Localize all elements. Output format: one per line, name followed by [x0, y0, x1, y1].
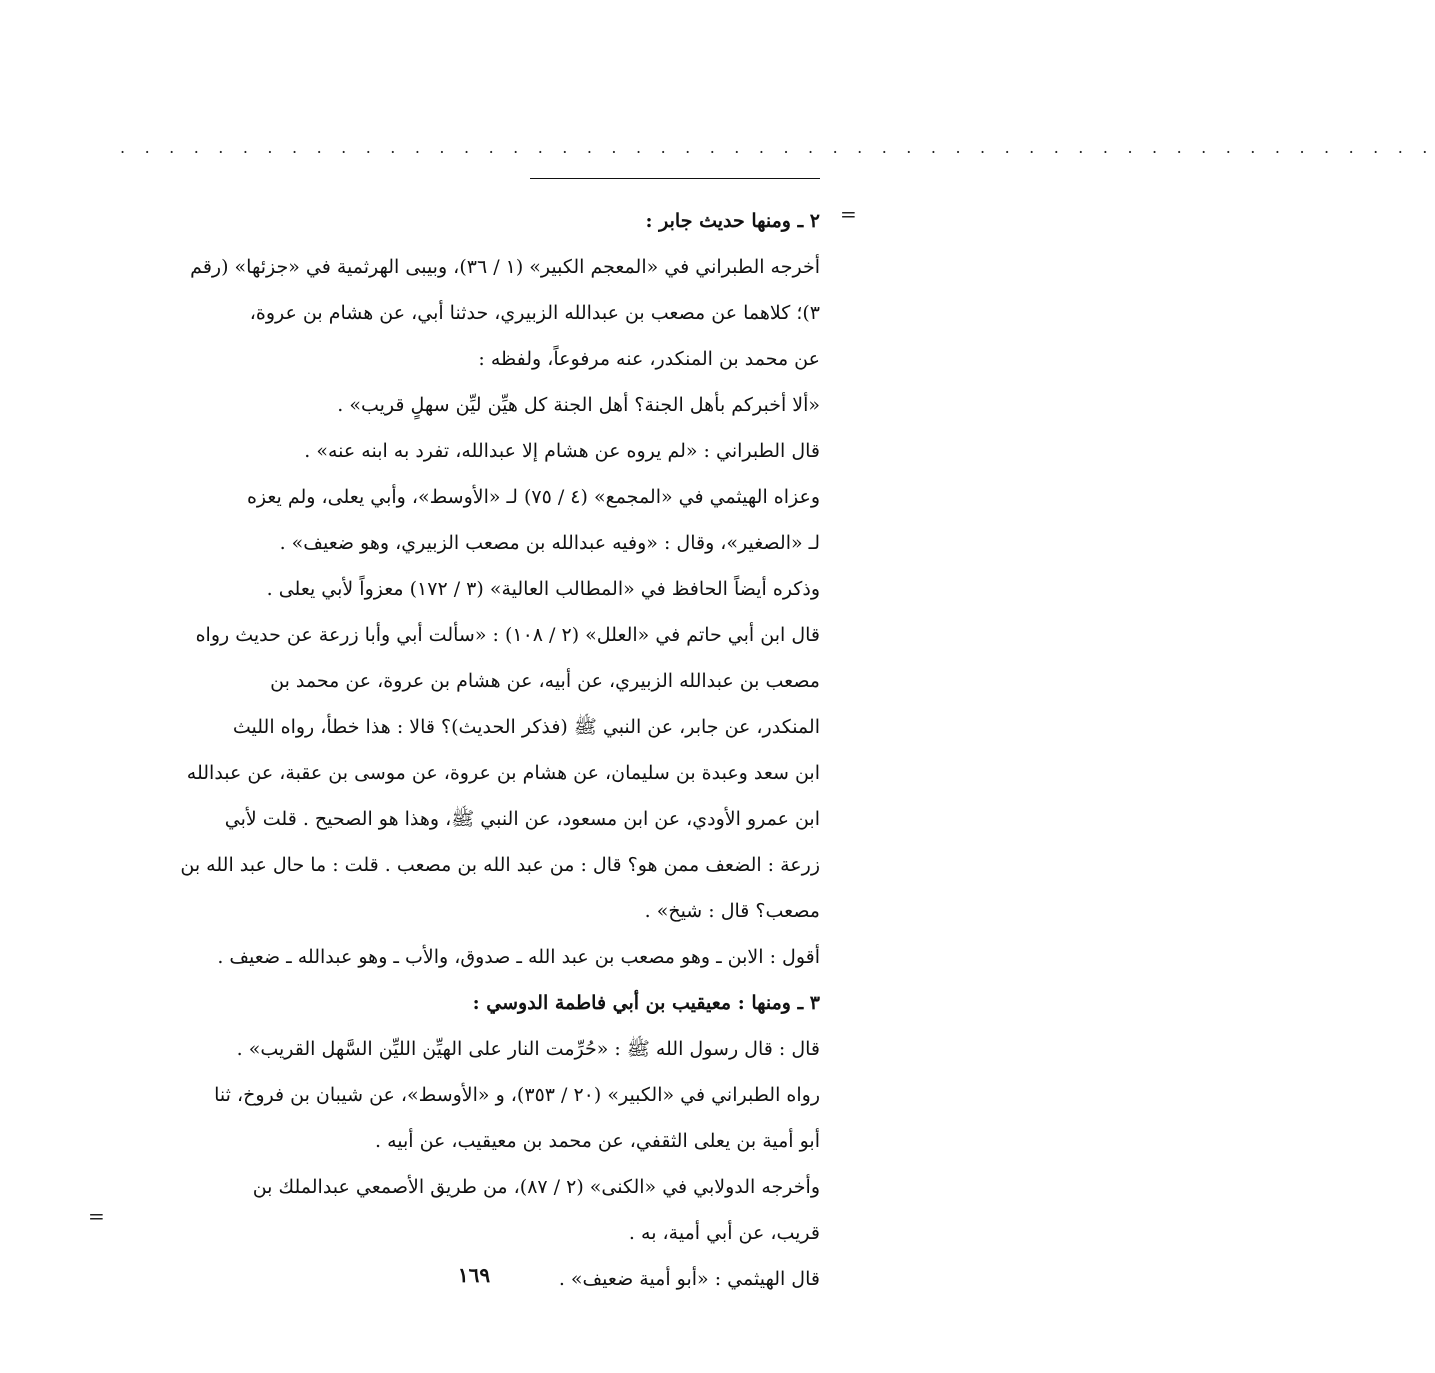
text-line: المنكدر، عن جابر، عن النبي ﷺ (فذكر الحديث)؟ قالا : هذا خطأ، رواه الليث: [232, 716, 820, 738]
text-line: زرعة : الضعف ممن هو؟ قال : من عبد الله بن مصعب . قلت : ما حال عبد الله بن: [180, 854, 820, 876]
text-line: مصعب؟ قال : شيخ» .: [644, 900, 820, 922]
text-line: قال الهيثمي : «أبو أمية ضعيف» .: [558, 1268, 820, 1290]
text-line: أقول : الابن ـ وهو مصعب بن عبد الله ـ صدوق، والأب ـ وهو عبدالله ـ ضعيف .: [217, 946, 820, 968]
page-number: ١٦٩: [457, 1263, 491, 1287]
text-line: مصعب بن عبدالله الزبيري، عن أبيه، عن هشام بن عروة، عن محمد بن: [270, 670, 820, 692]
margin-mark-bottom: =: [88, 1204, 105, 1228]
text-line: رواه الطبراني في «الكبير» (٢٠ / ٣٥٣)، و «الأوسط»، عن شيبان بن فروخ، ثنا: [214, 1084, 820, 1106]
section-divider: [530, 178, 820, 179]
margin-mark-top: =: [840, 202, 857, 226]
text-line: أخرجه الطبراني في «المعجم الكبير» (١ / ٣٦)، وبيبى الهرثمية في «جزئها» (رقم: [190, 256, 820, 278]
text-line: قال الطبراني : «لم يروه عن هشام إلا عبدالله، تفرد به ابنه عنه» .: [304, 440, 820, 462]
text-line: ابن عمرو الأودي، عن ابن مسعود، عن النبي ﷺ، وهذا هو الصحيح . قلت لأبي: [224, 808, 820, 830]
text-line: ابن سعد وعبدة بن سليمان، عن هشام بن عروة، عن موسى بن عقبة، عن عبدالله: [186, 762, 820, 784]
decorative-dotted-line: . . . . . . . . . . . . . . . . . . . . . . . . . . . . . . . . . . . . . . . . . . . . . . . . . . . . . .: [120, 138, 1435, 157]
text-line: أبو أمية بن يعلى الثقفي، عن محمد بن معيقيب، عن أبيه .: [374, 1130, 820, 1152]
section-heading: ٣ ـ ومنها : معيقيب بن أبي فاطمة الدوسي :: [472, 992, 820, 1014]
text-line: قال : قال رسول الله ﷺ : «حُرِّمت النار على الهيِّن الليِّن السَّهل القريب» .: [236, 1038, 820, 1060]
text-line: قريب، عن أبي أمية، به .: [628, 1222, 820, 1244]
text-line: قال ابن أبي حاتم في «العلل» (٢ / ١٠٨) : «سألت أبي وأبا زرعة عن حديث رواه: [195, 624, 820, 646]
text-line: وعزاه الهيثمي في «المجمع» (٤ / ٧٥) لـ «الأوسط»، وأبي يعلى، ولم يعزه: [246, 486, 820, 508]
page-body-text: [102, 198, 820, 1302]
text-line: عن محمد بن المنكدر، عنه مرفوعاً، ولفظه :: [478, 348, 820, 370]
section-heading: ٢ ـ ومنها حديث جابر :: [645, 210, 820, 232]
text-line: وأخرجه الدولابي في «الكنى» (٢ / ٨٧)، من طريق الأصمعي عبدالملك بن: [252, 1176, 820, 1198]
text-line: وذكره أيضاً الحافظ في «المطالب العالية» (٣ / ١٧٢) معزواً لأبي يعلى .: [266, 578, 820, 600]
text-line: ٣)؛ كلاهما عن مصعب بن عبدالله الزبيري، حدثنا أبي، عن هشام بن عروة،: [249, 302, 820, 324]
text-line: «ألا أخبركم بأهل الجنة؟ أهل الجنة كل هيِّن ليِّن سهلٍ قريب» .: [337, 394, 820, 416]
text-line: لـ «الصغير»، وقال : «وفيه عبدالله بن مصعب الزبيري، وهو ضعيف» .: [279, 532, 820, 554]
